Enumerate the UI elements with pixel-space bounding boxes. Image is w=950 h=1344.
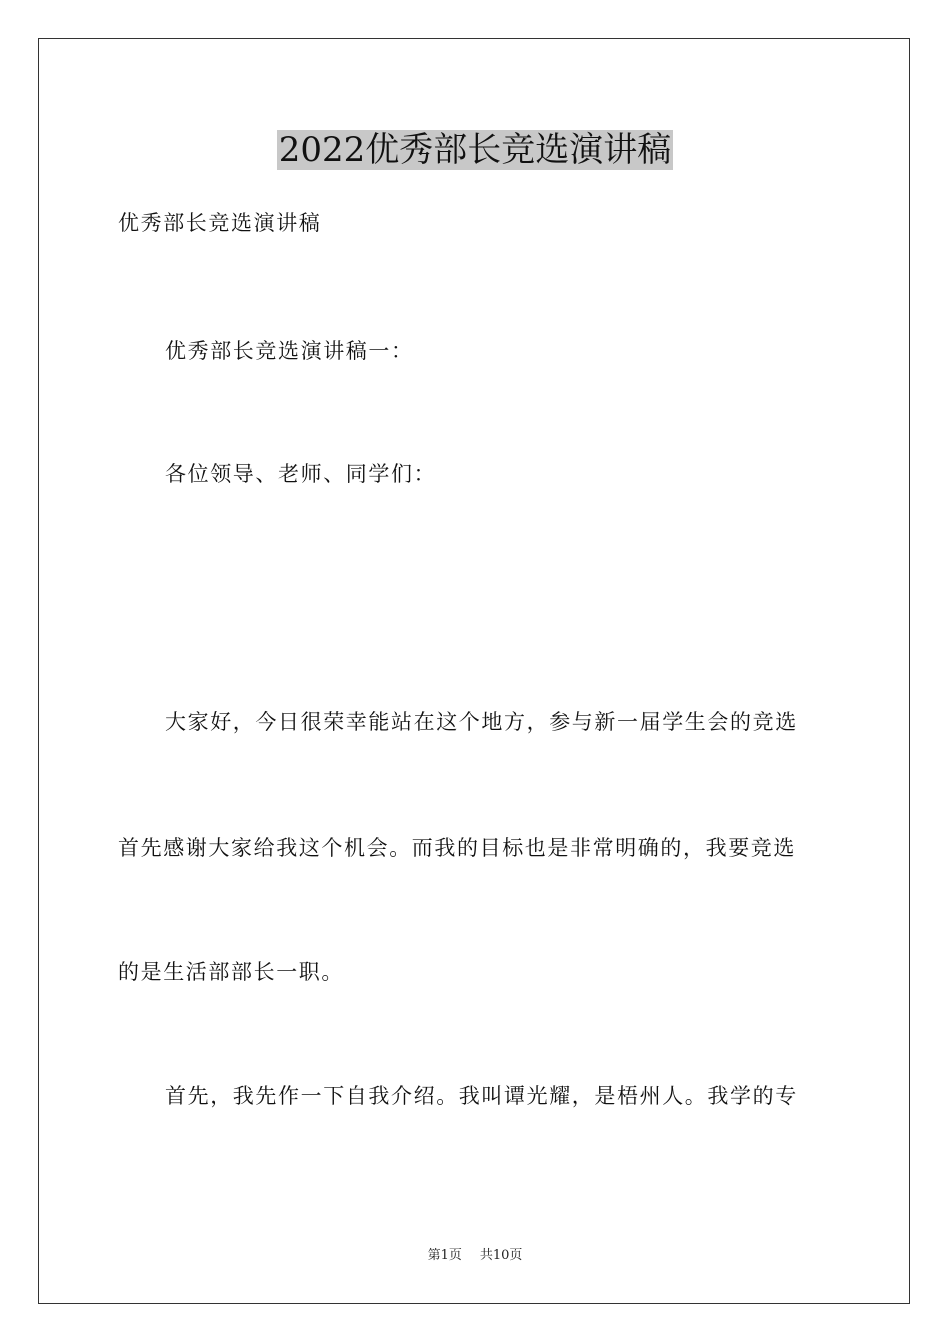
document-title-text: 2022优秀部长竞选演讲稿 — [278, 130, 672, 170]
paragraph-line: 优秀部长竞选演讲稿一： — [165, 339, 414, 363]
page-footer — [0, 1247, 950, 1265]
document-subtitle: 优秀部长竞选演讲稿 — [118, 211, 322, 235]
paragraph-line: 的是生活部部长一职。 — [118, 960, 344, 984]
page-number: 第1页 — [427, 1248, 462, 1263]
page-total: 共10页 — [479, 1248, 523, 1263]
document-title — [0, 128, 950, 172]
paragraph-line: 各位领导、老师、同学们： — [165, 462, 437, 486]
paragraph-line: 大家好，今日很荣幸能站在这个地方，参与新一届学生会的竞选 — [165, 710, 798, 734]
paragraph-line: 首先感谢大家给我这个机会。而我的目标也是非常明确的，我要竞选 — [118, 836, 796, 860]
paragraph-line: 首先，我先作一下自我介绍。我叫谭光耀，是梧州人。我学的专 — [165, 1084, 798, 1108]
